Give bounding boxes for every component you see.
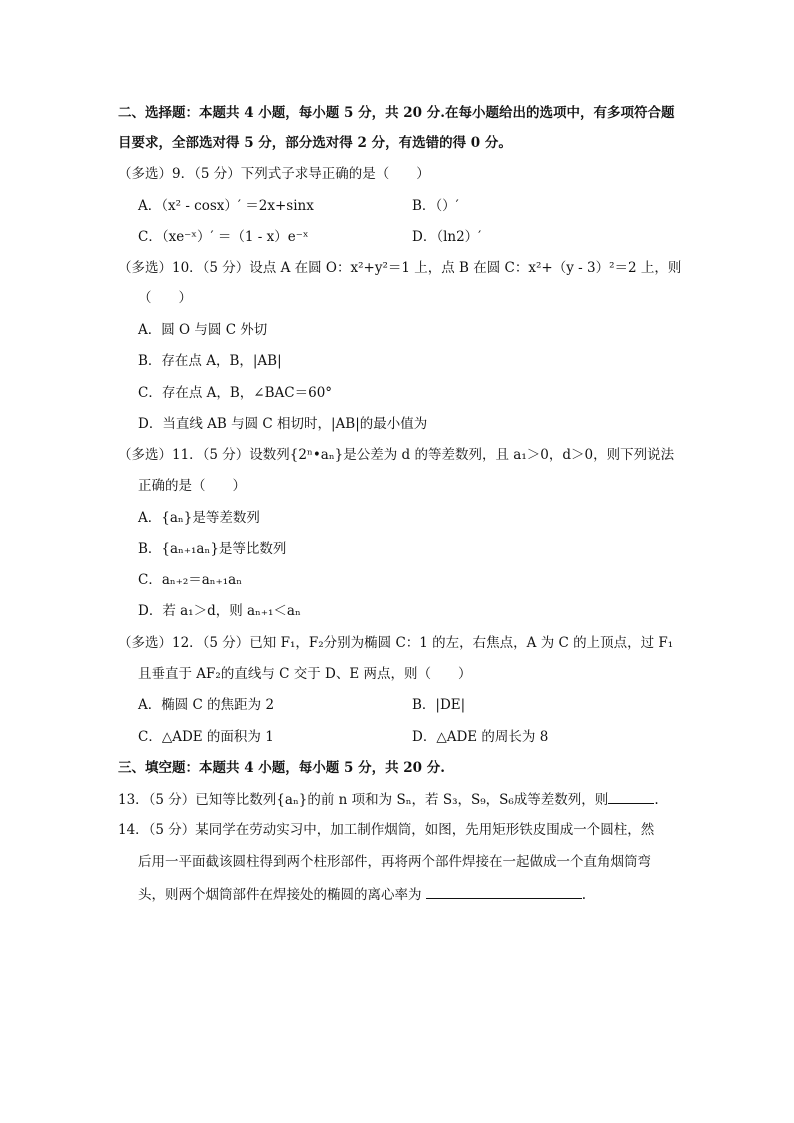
q13-text: 13．（5 分）已知等比数列{aₙ}的前 n 项和为 Sₙ，若 S₃，S₉，S₆成等差数列，则 [118,792,609,808]
q14-line3-text: 头，则两个烟筒部件在焊接处的椭圆的离心率为 [138,887,422,903]
section3-header: 三、填空题：本题共 4 小题，每小题 5 分，共 20 分. [118,760,445,776]
q14-answer-blank[interactable] [426,884,582,899]
q11-stem-line1: （多选）11．（5 分）设数列{2ⁿ•aₙ}是公差为 d 的等差数列，且 a₁＞0，d＞0，则下列说法 [118,447,675,463]
q12-option-c: C．△ADE 的面积为 1 [138,729,274,745]
q9-option-a: A．（x² - cosx）′ ＝2x+sinx [138,198,314,214]
q10-stem-line2: （ ） [138,290,192,306]
q9-stem: （多选）9．（5 分）下列式子求导正确的是（ ） [118,166,430,182]
q13-line [118,789,659,810]
q14-line3 [138,884,586,905]
q10-option-b: B．存在点 A，B，|AB| [138,353,282,369]
q9-option-c: C．（xe⁻ˣ）′ ＝（1 - x）e⁻ˣ [138,229,309,245]
q11-option-b: B．{aₙ₊₁aₙ}是等比数列 [138,541,287,557]
q12-stem-line2: 且垂直于 AF₂的直线与 C 交于 D、E 两点，则（ ） [138,666,472,682]
q10-option-a: A．圆 O 与圆 C 外切 [138,322,268,338]
q9-option-d: D．（ln2）′ [412,229,482,245]
q14-line1: 14．（5 分）某同学在劳动实习中，加工制作烟筒，如图，先用矩形铁皮围成一个圆柱，然 [118,822,655,838]
q10-option-c: C．存在点 A，B，∠BAC＝60° [138,385,333,401]
section2-header-line2: 目要求，全部选对得 5 分，部分选对得 2 分，有选错的得 0 分。 [118,135,512,151]
q14-line2: 后用一平面截该圆柱得到两个柱形部件，再将两个部件焊接在一起做成一个直角烟筒弯 [138,854,651,870]
q12-option-b: B．|DE| [412,697,466,713]
q9-option-b: B．（）′ [412,198,459,214]
q12-option-a: A．椭圆 C 的焦距为 2 [138,697,275,713]
q10-stem-line1: （多选）10．（5 分）设点 A 在圆 O：x²+y²＝1 上，点 B 在圆 C：x²+（y - 3）²＝2 上，则 [118,260,682,276]
q11-option-d: D．若 a₁＞d，则 aₙ₊₁＜aₙ [138,603,301,619]
q13-end: . [654,792,659,808]
q14-end: . [581,887,587,903]
q11-option-c: C．aₙ₊₂＝aₙ₊₁aₙ [138,572,243,588]
q13-answer-blank[interactable] [608,789,654,804]
q12-option-d: D．△ADE 的周长为 8 [412,729,549,745]
q11-stem-line2: 正确的是（ ） [138,478,246,494]
section2-header-line1: 二、选择题：本题共 4 小题，每小题 5 分，共 20 分.在每小题给出的选项中，有多项符合题 [118,105,675,121]
q10-option-d: D．当直线 AB 与圆 C 相切时，|AB|的最小值为 [138,416,428,432]
q11-option-a: A．{aₙ}是等差数列 [138,510,260,526]
q12-stem-line1: （多选）12．（5 分）已知 F₁，F₂分别为椭圆 C：1 的左，右焦点，A 为 C 的上顶点，过 F₁ [118,635,674,651]
